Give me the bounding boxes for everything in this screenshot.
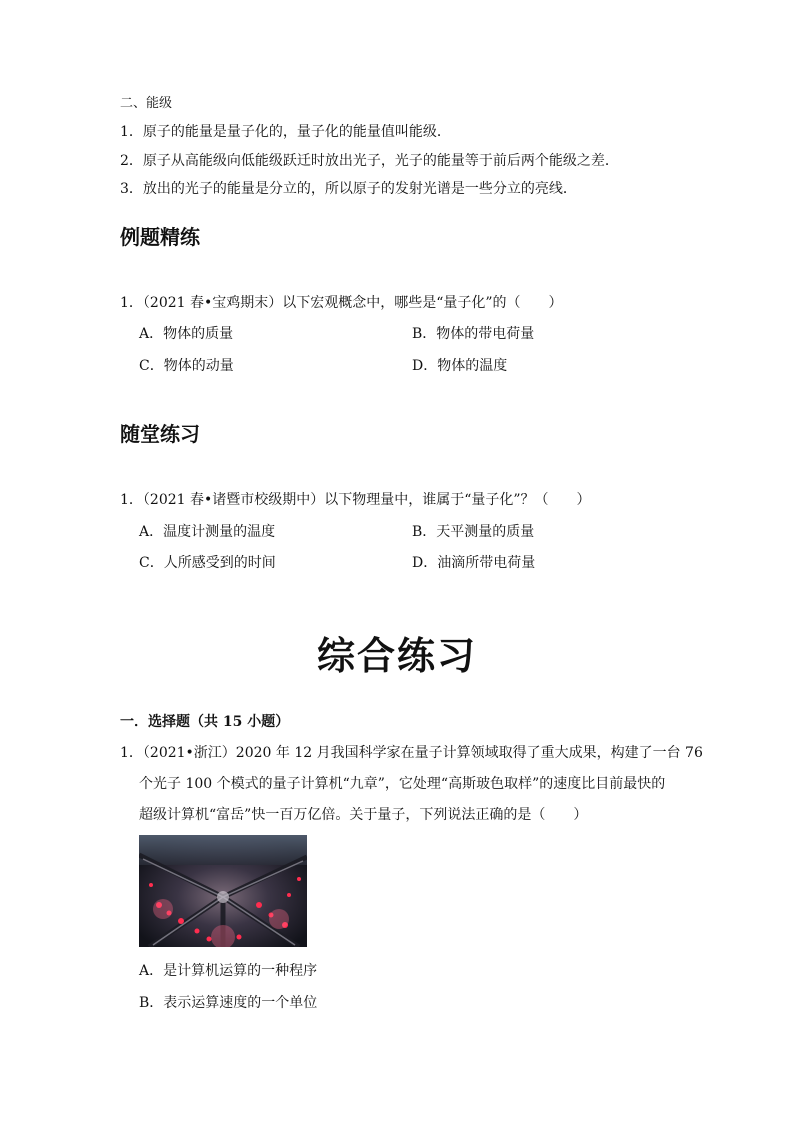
energy-level-point-3: 3．放出的光子的能量是分立的，所以原子的发射光谱是一些分立的亮线． [120,181,577,197]
practice-option-b: B．天平测量的质量 [412,524,535,540]
example-option-d: D．物体的温度 [412,358,508,374]
practice-question: 1．（2021 春•诸暨市校级期中）以下物理量中，谁属于“量子化”？（ ） [120,492,591,508]
choice-section-heading: 一．选择题（共 15 小题） [120,714,290,730]
example-question: 1．（2021 春•宝鸡期末）以下宏观概念中，哪些是“量子化”的（ ） [120,295,563,311]
example-option-c: C．物体的动量 [139,358,234,374]
practice-option-d: D．油滴所带电荷量 [412,555,536,571]
comprehensive-question-line-2: 个光子 100 个模式的量子计算机“九章”，它处理“高斯玻色取样”的速度比目前最快的 [139,776,666,792]
practice-option-c: C．人所感受到的时间 [139,555,276,571]
practice-option-a: A．温度计测量的温度 [139,524,276,540]
practice-section-title: 随堂练习 [120,422,200,446]
example-section-title: 例题精练 [120,225,200,249]
comprehensive-title: 综合练习 [316,634,477,678]
energy-level-point-2: 2．原子从高能级向低能级跃迁时放出光子，光子的能量等于前后两个能级之差． [120,153,619,169]
example-option-b: B．物体的带电荷量 [412,326,535,342]
comprehensive-question-line-1: 1．（2021•浙江）2020 年 12 月我国科学家在量子计算领域取得了重大成果，构建了一台 76 [120,745,703,761]
comprehensive-option-a: A．是计算机运算的一种程序 [139,963,318,979]
energy-level-heading: 二、能级 [120,96,173,111]
energy-level-point-1: 1．原子的能量是量子化的，量子化的能量值叫能级． [120,124,451,140]
quantum-computer-photo [139,835,307,947]
comprehensive-option-b: B．表示运算速度的一个单位 [139,995,318,1011]
comprehensive-question-line-3: 超级计算机“富岳”快一百万亿倍。关于量子，下列说法正确的是（ ） [139,807,588,823]
example-option-a: A．物体的质量 [139,326,234,342]
